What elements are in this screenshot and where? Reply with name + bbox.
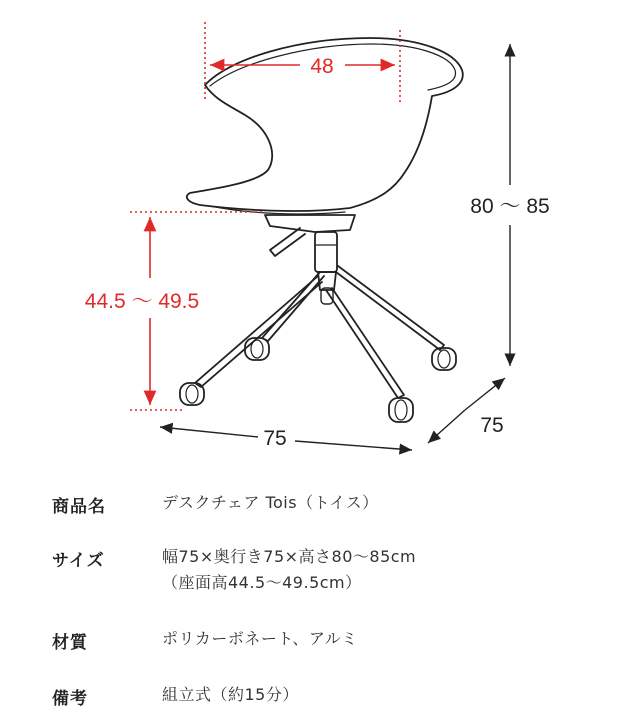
seat-height-label: 44.5 ～ 49.5 [84,290,200,313]
width-label: 75 [263,427,287,450]
spec-label: 商品名 [52,497,106,517]
spec-table [0,470,640,725]
leg-right [336,266,444,350]
spec-value-line: デスクチェア Tois（トイス） [162,493,379,512]
width-dimension [160,427,412,450]
spec-label: サイズ [52,551,105,571]
spec-value [162,544,416,596]
leg-front [326,288,404,398]
spec-value [162,490,379,516]
spec-label: 材質 [52,633,88,653]
chair-illustration [180,38,463,422]
spec-value-line: 幅75×奥行き75×高さ80〜85cm [162,547,417,566]
spec-value-line: ポリカーボネート、アルミ [162,629,358,648]
spec-label: 備考 [52,689,88,709]
seat-width-label: 48 [310,55,334,78]
caster-front [389,398,413,422]
spec-value [162,682,299,708]
spec-value-line: 組立式（約15分） [162,685,299,704]
depth-label: 75 [480,414,504,437]
total-height-dimension [470,44,549,366]
gas-cylinder [315,232,337,272]
seat-height-dimension [85,212,265,410]
spec-value-line: （座面高44.5〜49.5cm） [162,573,362,592]
depth-dimension [428,378,505,443]
caster-back-left [245,338,269,360]
seat-width-dimension [205,22,400,105]
total-height-label: 80 ～ 85 [470,195,550,218]
height-lever [270,228,305,256]
caster-right [432,348,456,370]
seat-mechanism [265,215,355,232]
spec-value [162,626,358,652]
